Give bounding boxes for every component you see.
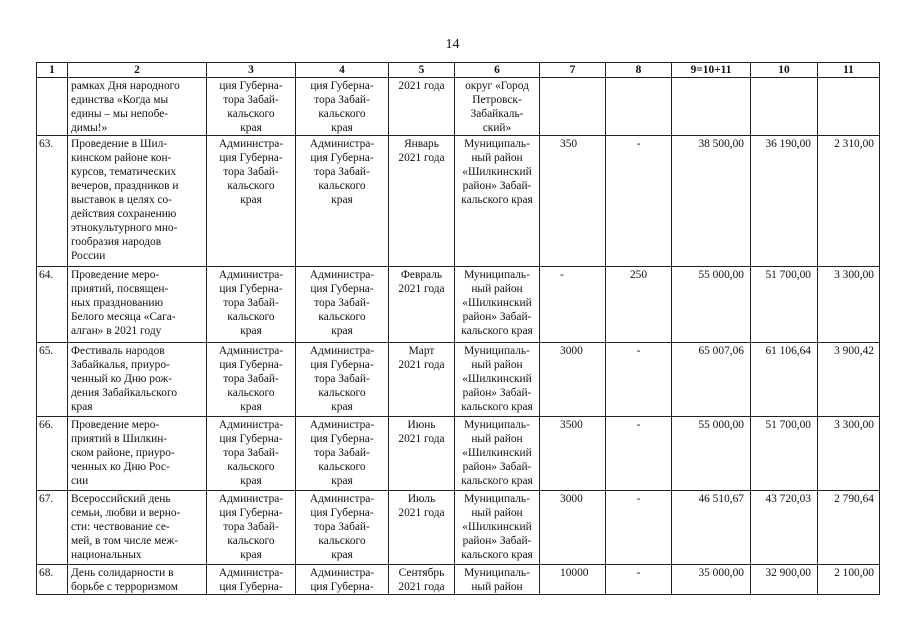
col-8-value: - — [606, 343, 672, 417]
organizer: Администра- ция Губерна- тора Забай- кальского края — [207, 417, 296, 491]
event-date: 2021 года — [389, 78, 455, 136]
total-amount: 38 500,00 — [672, 136, 751, 267]
column-header: 5 — [389, 63, 455, 78]
events-table — [36, 62, 880, 595]
column-header: 2 — [68, 63, 207, 78]
row-number — [37, 78, 68, 136]
event-name: Проведение меро- приятий, посвящен- ных празднованию Белого месяца «Сага- алган» в 2021 году — [68, 267, 207, 343]
col-10-amount: 61 106,64 — [751, 343, 818, 417]
co-organizer: Администра- ция Губерна- тора Забай- кальского края — [296, 136, 389, 267]
table-row — [37, 491, 880, 565]
column-header: 6 — [455, 63, 540, 78]
column-header: 8 — [606, 63, 672, 78]
column-header: 1 — [37, 63, 68, 78]
total-amount: 55 000,00 — [672, 267, 751, 343]
event-place: Муниципаль- ный район «Шилкинский район» Забай- кальского края — [455, 343, 540, 417]
event-date: Июнь 2021 года — [389, 417, 455, 491]
organizer: Администра- ция Губерна- тора Забай- кальского края — [207, 267, 296, 343]
co-organizer: Администра- ция Губерна- тора Забай- кальского края — [296, 491, 389, 565]
col-8-value: - — [606, 417, 672, 491]
col-8-value — [606, 78, 672, 136]
table-row — [37, 78, 880, 136]
col-11-amount: 2 100,00 — [818, 565, 880, 595]
col-10-amount: 51 700,00 — [751, 267, 818, 343]
column-header: 9=10+11 — [672, 63, 751, 78]
col-7-value: 350 — [540, 136, 606, 267]
event-name: Фестиваль народов Забайкалья, приуро- ченный ко Дню рож- дения Забайкальского края — [68, 343, 207, 417]
event-place: Муниципаль- ный район «Шилкинский район» Забай- кальского края — [455, 267, 540, 343]
co-organizer: Администра- ция Губерна- тора Забай- кальского края — [296, 267, 389, 343]
column-header: 10 — [751, 63, 818, 78]
col-11-amount: 2 310,00 — [818, 136, 880, 267]
total-amount: 65 007,06 — [672, 343, 751, 417]
table-row — [37, 565, 880, 595]
co-organizer: Администра- ция Губерна- тора Забай- кальского края — [296, 417, 389, 491]
co-organizer: ция Губерна- тора Забай- кальского края — [296, 78, 389, 136]
event-date: Март 2021 года — [389, 343, 455, 417]
total-amount: 35 000,00 — [672, 565, 751, 595]
column-header: 4 — [296, 63, 389, 78]
event-place: Муниципаль- ный район — [455, 565, 540, 595]
row-number: 67. — [37, 491, 68, 565]
col-10-amount — [751, 78, 818, 136]
event-date: Февраль 2021 года — [389, 267, 455, 343]
col-10-amount: 36 190,00 — [751, 136, 818, 267]
column-header: 11 — [818, 63, 880, 78]
row-number: 65. — [37, 343, 68, 417]
row-number: 63. — [37, 136, 68, 267]
row-number: 68. — [37, 565, 68, 595]
col-7-value: - — [540, 267, 606, 343]
event-name: День солидарности в борьбе с терроризмом — [68, 565, 207, 595]
col-7-value: 3500 — [540, 417, 606, 491]
event-date: Июль 2021 года — [389, 491, 455, 565]
event-place: Муниципаль- ный район «Шилкинский район» Забай- кальского края — [455, 417, 540, 491]
table-row — [37, 343, 880, 417]
event-date: Январь 2021 года — [389, 136, 455, 267]
column-header: 7 — [540, 63, 606, 78]
co-organizer: Администра- ция Губерна- — [296, 565, 389, 595]
event-name: Проведение меро- приятий в Шилкин- ском районе, приуро- ченных ко Дню Рос- сии — [68, 417, 207, 491]
col-8-value: 250 — [606, 267, 672, 343]
header-row — [37, 63, 880, 78]
col-7-value — [540, 78, 606, 136]
table-row — [37, 267, 880, 343]
organizer: Администра- ция Губерна- — [207, 565, 296, 595]
column-header: 3 — [207, 63, 296, 78]
col-8-value: - — [606, 136, 672, 267]
event-place: Муниципаль- ный район «Шилкинский район» Забай- кальского края — [455, 136, 540, 267]
total-amount — [672, 78, 751, 136]
table-row — [37, 136, 880, 267]
total-amount: 55 000,00 — [672, 417, 751, 491]
col-10-amount: 43 720,03 — [751, 491, 818, 565]
organizer: Администра- ция Губерна- тора Забай- кальского края — [207, 343, 296, 417]
co-organizer: Администра- ция Губерна- тора Забай- кальского края — [296, 343, 389, 417]
col-11-amount: 3 900,42 — [818, 343, 880, 417]
organizer: ция Губерна- тора Забай- кальского края — [207, 78, 296, 136]
organizer: Администра- ция Губерна- тора Забай- кальского края — [207, 136, 296, 267]
col-11-amount — [818, 78, 880, 136]
col-7-value: 3000 — [540, 491, 606, 565]
event-name: рамках Дня народного единства «Когда мы едины – мы непобе- димы!» — [68, 78, 207, 136]
event-place: Муниципаль- ный район «Шилкинский район» Забай- кальского края — [455, 491, 540, 565]
col-11-amount: 3 300,00 — [818, 267, 880, 343]
event-place: округ «Город Петровск- Забайкаль- ский» — [455, 78, 540, 136]
col-11-amount: 3 300,00 — [818, 417, 880, 491]
col-11-amount: 2 790,64 — [818, 491, 880, 565]
row-number: 64. — [37, 267, 68, 343]
event-name: Проведение в Шил- кинском районе кон- курсов, тематических вечеров, праздников и выставок в целях со- действия сохранению этнокультурного мно- гообразия народов России — [68, 136, 207, 267]
col-10-amount: 32 900,00 — [751, 565, 818, 595]
table-row — [37, 417, 880, 491]
col-7-value: 10000 — [540, 565, 606, 595]
page-number: 14 — [445, 37, 460, 52]
col-7-value: 3000 — [540, 343, 606, 417]
event-name: Всероссийский день семьи, любви и верно- сти: чествование се- мей, в том числе меж- национальных — [68, 491, 207, 565]
organizer: Администра- ция Губерна- тора Забай- кальского края — [207, 491, 296, 565]
col-10-amount: 51 700,00 — [751, 417, 818, 491]
total-amount: 46 510,67 — [672, 491, 751, 565]
col-8-value: - — [606, 565, 672, 595]
col-8-value: - — [606, 491, 672, 565]
row-number: 66. — [37, 417, 68, 491]
event-date: Сентябрь 2021 года — [389, 565, 455, 595]
